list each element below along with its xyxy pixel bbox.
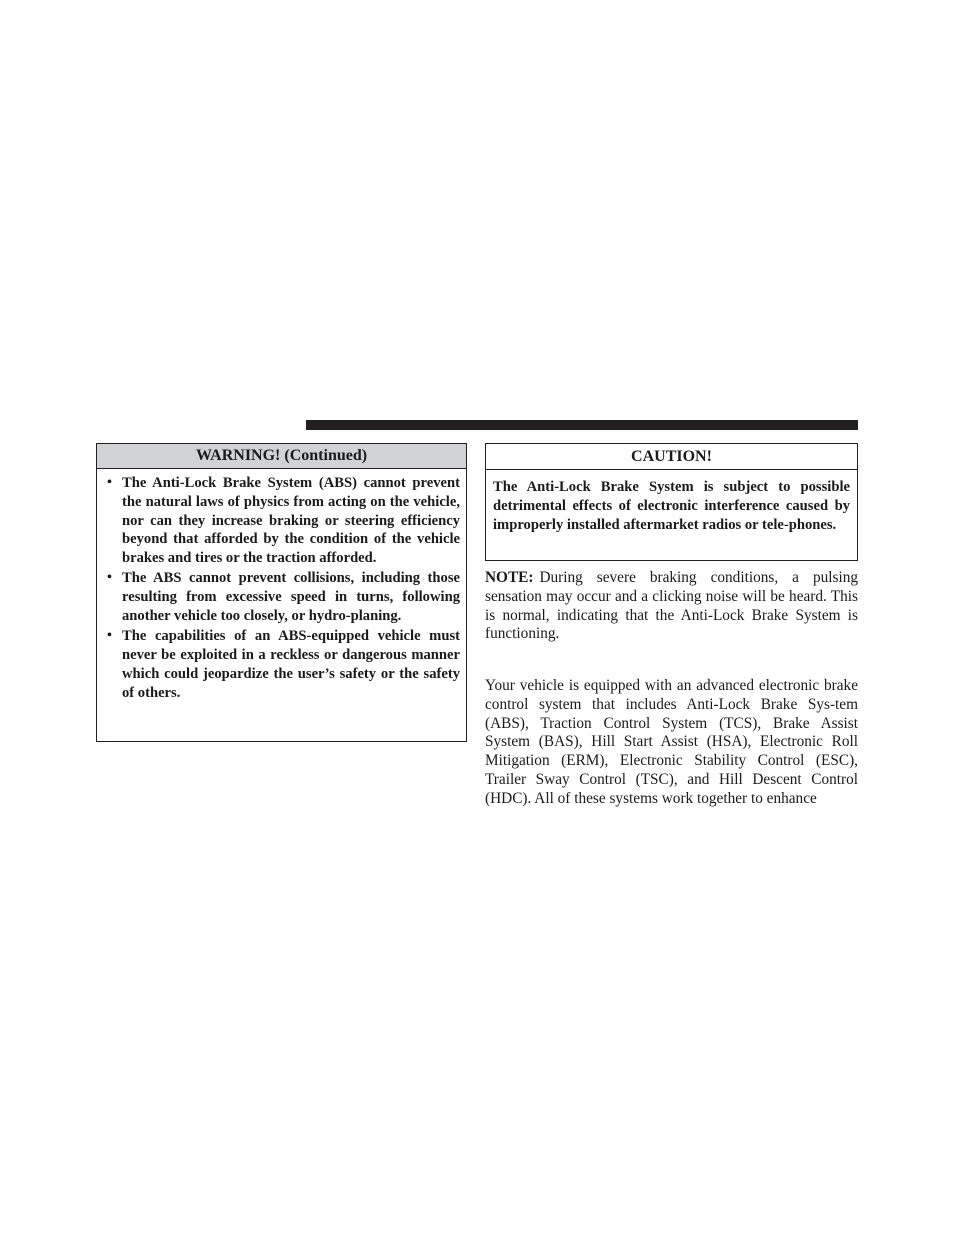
warning-list (97, 469, 466, 703)
caution-body: The Anti-Lock Brake System is subject to possible detrimental effects of electronic interference caused by improperly installed aftermarket radios or tele-phones. (493, 479, 850, 533)
warning-header: WARNING! (Continued) (97, 444, 466, 469)
body-paragraph: Your vehicle is equipped with an advanced electronic brake control system that includes Anti-Lock Brake Sys-tem (ABS), Traction Control System (TCS), Brake Assist System (BAS), Hill Start Assist (HSA), Electronic Roll Mitigation (ERM), Electronic Stability Control (ESC), Trailer Sway Control (TSC), and Hill Descent Control (HDC). All of these systems work together to enhance (485, 677, 858, 807)
note-paragraph (485, 569, 858, 644)
caution-header: CAUTION! (486, 444, 857, 470)
warning-item: • The ABS cannot prevent collisions, including those resulting from excessive speed in turns, following another vehicle too closely, or hydro-planing. (107, 570, 460, 625)
bullet-icon: • (107, 628, 112, 644)
note-text: During severe braking conditions, a pulsing sensation may occur and a clicking noise will be heard. This is normal, indicating that the Anti-Lock Brake System is functioning. (485, 569, 858, 643)
warning-item: • The capabilities of an ABS-equipped vehicle must never be exploited in a reckless or dangerous manner which could jeopardize the user’s safety or the safety of others. (107, 628, 460, 701)
warning-box (96, 443, 467, 742)
caution-box (485, 443, 858, 561)
bullet-icon: • (107, 570, 112, 586)
note-label: NOTE: (485, 569, 534, 586)
section-header-rule (306, 420, 858, 430)
warning-item: • The Anti-Lock Brake System (ABS) cannot prevent the natural laws of physics from acting on the vehicle, nor can they increase braking or steering efficiency beyond that afforded by the condition of the vehicle brakes and tires or the traction afforded. (107, 475, 460, 567)
bullet-icon: • (107, 475, 112, 490)
